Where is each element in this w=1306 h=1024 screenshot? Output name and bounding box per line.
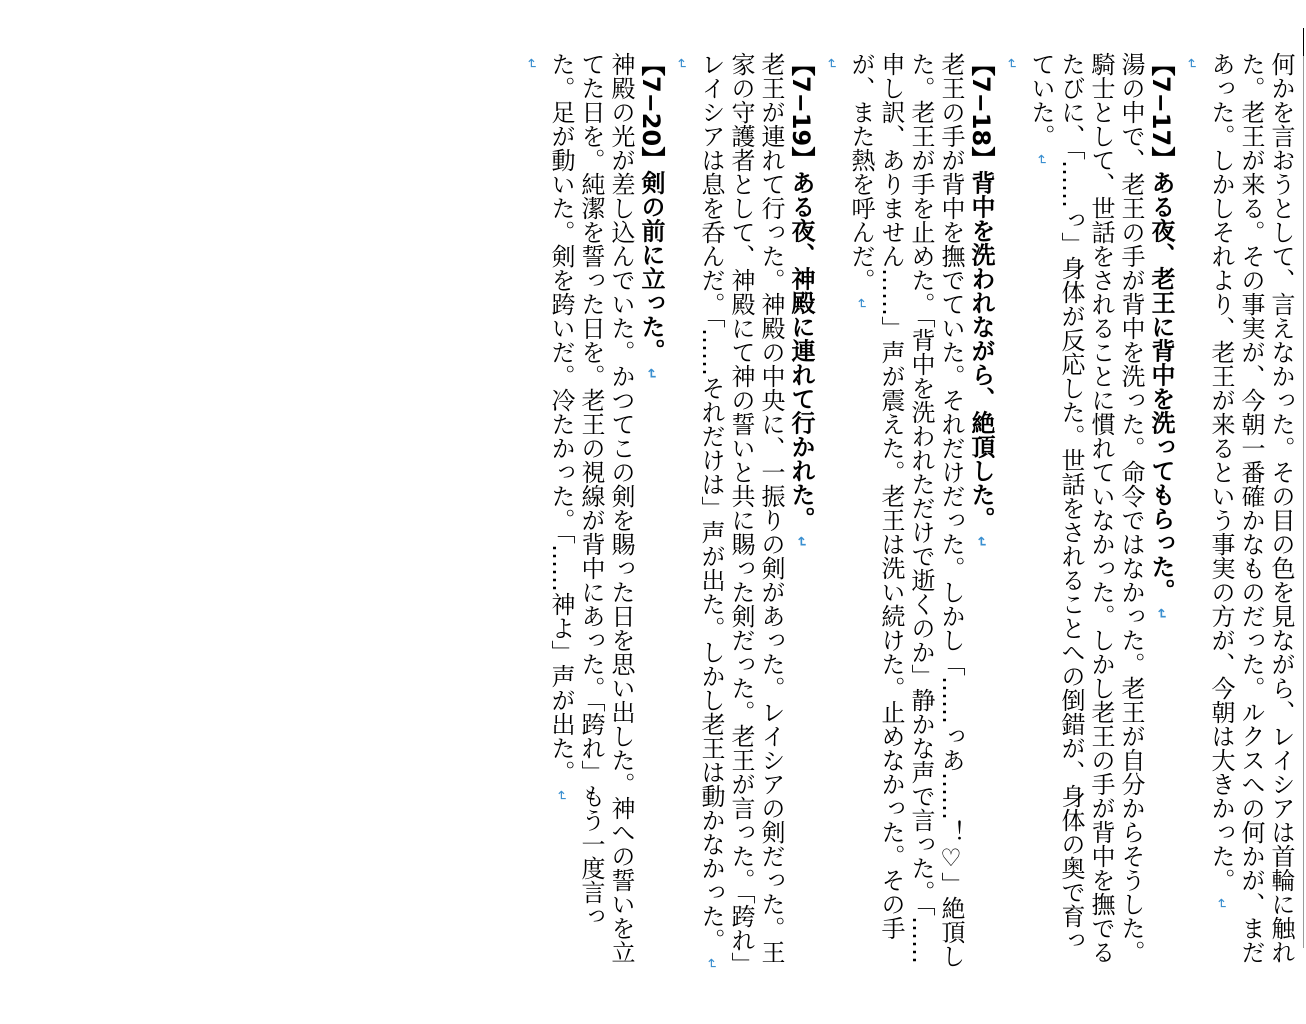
newline-return-icon: ↵ xyxy=(553,790,569,802)
section-heading xyxy=(786,52,816,972)
body-paragraph xyxy=(1026,52,1146,972)
section-heading xyxy=(966,52,996,972)
vertical-text-editor[interactable] xyxy=(0,52,1306,972)
newline-return-icon: ↵ xyxy=(853,298,869,310)
newline-return-icon: ↵ xyxy=(793,536,809,548)
paragraph-text: 何かを言おうとして、言えなかった。その目の色を見ながら、レイシアは首輪に触れた。老王が来る。その事実が、今朝一番確かなものだった。ルクスへの何かが、まだあった。しかしそれより、老王が来るという事実の方が、今朝は大きかった。 xyxy=(1207,52,1295,964)
newline-return-icon: ↵ xyxy=(1213,898,1229,910)
newline-return-icon: ↵ xyxy=(1033,154,1049,166)
paragraph-text: 老王の手が背中を撫でていた。それだけだった。しかし「……っあ……！♡」絶頂した。老王が手を止めた。「背中を洗われただけで逝くのか」静かな声で言った。「……申し訳、ありません……」声が震えた。老王は洗い続けた。止めなかった。その手が、また熱を呼んだ。 xyxy=(847,52,965,968)
newline-return-icon: ↵ xyxy=(703,958,719,970)
section-heading xyxy=(1146,52,1176,972)
newline-return-icon: ↵ xyxy=(823,58,839,70)
paragraph-text: 神殿の光が差し込んでいた。かつてこの剣を賜った日を思い出した。神への誓いを立てた日を。純潔を誓った日を。老王の視線が背中にあった。「跨れ」もう一度言った。足が動いた。剣を跨いだ。冷たかった。「……神よ」声が出た。 xyxy=(547,52,635,964)
newline-return-icon: ↵ xyxy=(1153,608,1169,620)
body-paragraph xyxy=(1206,52,1296,972)
blank-line xyxy=(666,52,696,972)
paragraph-text: 【7−20】剣の前に立った。 xyxy=(637,52,665,363)
section-heading xyxy=(636,52,666,972)
paragraph-text: 【7−18】背中を洗われながら、絶頂した。 xyxy=(967,52,995,531)
paragraph-text: 老王が連れて行った。神殿の中央に、一振りの剣があった。レイシアの剣だった。王家の守護者として、神殿にて神の誓いと共に賜った剣だった。老王が言った。「跨れ」レイシアは息を呑んだ。「……それだけは」声が出た。しかし老王は動かなかった。 xyxy=(697,52,785,964)
blank-line xyxy=(816,52,846,972)
body-paragraph xyxy=(546,52,636,972)
blank-line xyxy=(1176,52,1206,972)
newline-return-icon: ↵ xyxy=(523,58,539,70)
body-paragraph xyxy=(696,52,786,972)
newline-return-icon: ↵ xyxy=(1003,58,1019,70)
newline-return-icon: ↵ xyxy=(1183,58,1199,70)
blank-line xyxy=(516,52,546,972)
body-paragraph xyxy=(846,52,966,972)
blank-line xyxy=(996,52,1026,972)
newline-return-icon: ↵ xyxy=(973,536,989,548)
paragraph-text: 【7−17】ある夜、老王に背中を洗ってもらった。 xyxy=(1147,52,1175,603)
newline-return-icon: ↵ xyxy=(673,58,689,70)
paragraph-text: 湯の中で、老王の手が背中を洗った。命令ではなかった。老王が自分からそうした。騎士として、世話をされることに慣れていなかった。しかし老王の手が背中を撫でるたびに、「……っ」身体が反応した。世話をされることへの倒錯が、身体の奥で育っていた。 xyxy=(1027,52,1145,964)
paragraph-text: 【7−19】ある夜、神殿に連れて行かれた。 xyxy=(787,52,815,531)
newline-return-icon: ↵ xyxy=(643,368,659,380)
